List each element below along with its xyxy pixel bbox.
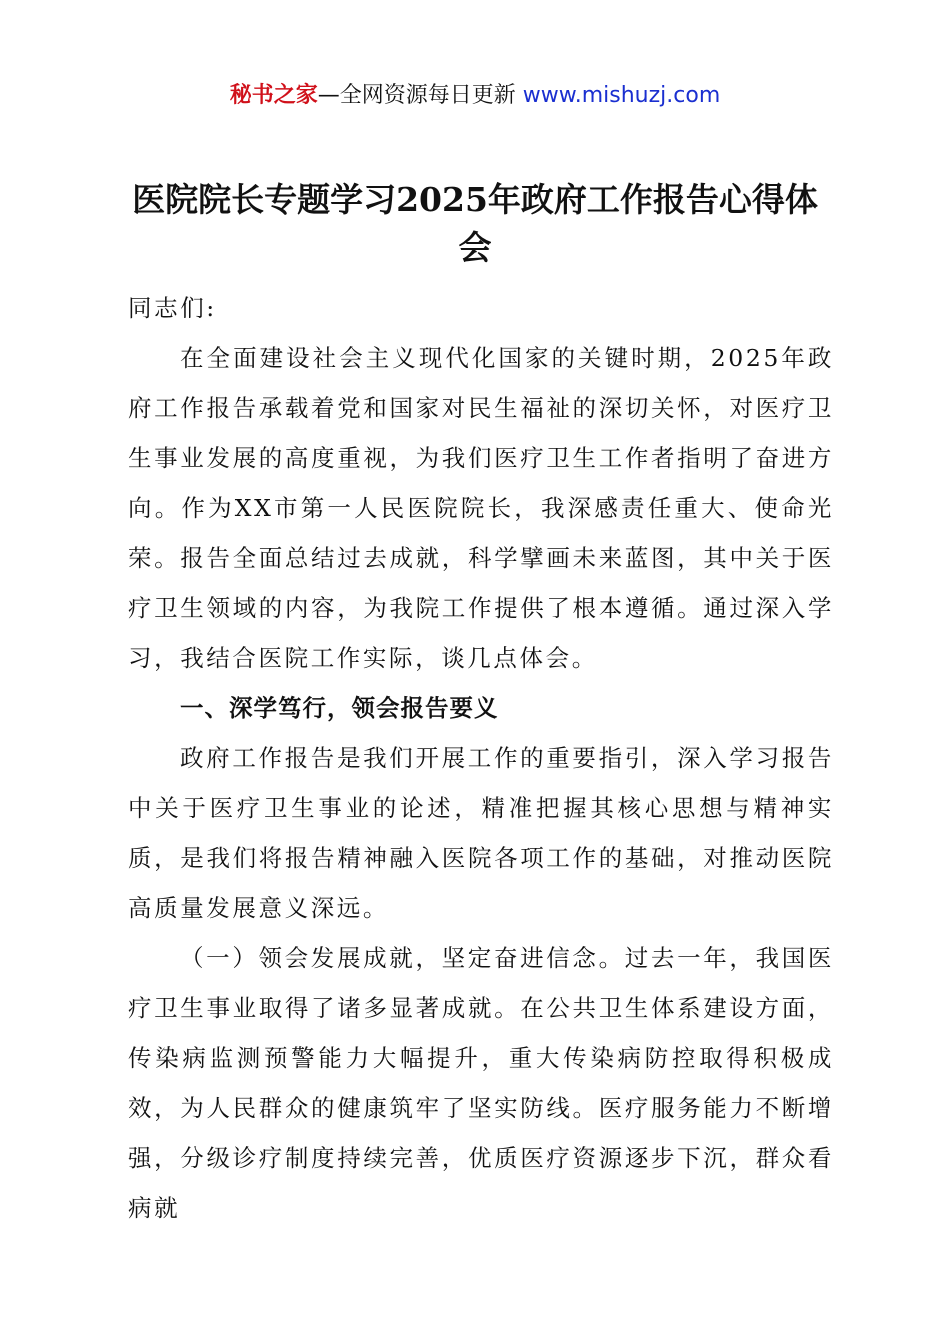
site-brand: 秘书之家 xyxy=(229,83,318,108)
salutation: 同志们: xyxy=(128,294,217,322)
intro-paragraph: 在全面建设社会主义现代化国家的关键时期，2025年政府工作报告承载着党和国家对民生福祉的深切关怀，对医疗卫生事业发展的高度重视，为我们医疗卫生工作者指明了奋进方向。作为XX市第一人民医院院长，我深感责任重大、使命光荣。报告全面总结过去成就，科学擘画未来蓝图，其中关于医疗卫生领域的内容，为我院工作提供了根本遵循。通过深入学习，我结合医院工作实际，谈几点体会。 xyxy=(128,344,834,672)
site-banner xyxy=(0,80,950,112)
document-title: 医院院长专题学习2025年政府工作报告心得体会 xyxy=(132,180,818,267)
document-body xyxy=(128,283,834,1233)
site-tagline: —全网资源每日更新 xyxy=(317,83,516,108)
section-paragraph: 政府工作报告是我们开展工作的重要指引，深入学习报告中关于医疗卫生事业的论述，精准把握其核心思想与精神实质，是我们将报告精神融入医院各项工作的基础，对推动医院高质量发展意义深远。 xyxy=(128,744,834,922)
section-heading: 一、深学笃行，领会报告要义 xyxy=(180,694,499,722)
site-url-link[interactable]: www.mishuzj.com xyxy=(522,83,721,108)
subsection-paragraph: （一）领会发展成就，坚定奋进信念。过去一年，我国医疗卫生事业取得了诸多显著成就。在公共卫生体系建设方面，传染病监测预警能力大幅提升，重大传染病防控取得积极成效，为人民群众的健康筑牢了坚实防线。医疗服务能力不断增强，分级诊疗制度持续完善，优质医疗资源逐步下沉，群众看病就 xyxy=(128,944,834,1222)
